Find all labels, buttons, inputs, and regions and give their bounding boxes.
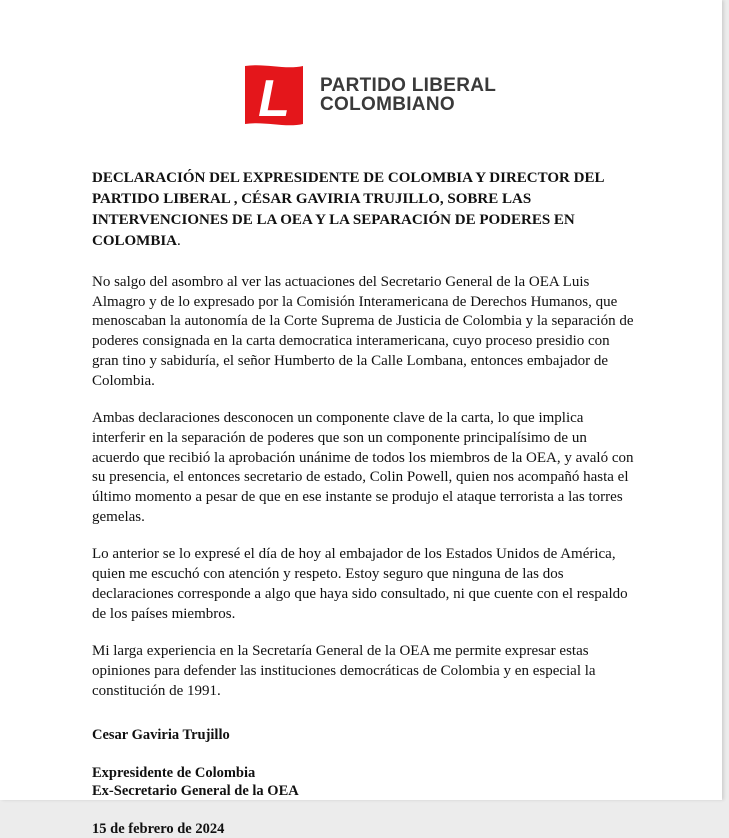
logo-text	[320, 76, 496, 114]
signature-role-2: Ex-Secretario General de la OEA	[92, 783, 299, 800]
flag-letter: L	[258, 70, 290, 126]
paragraph-3: Lo anterior se lo expresé el día de hoy al embajador de los Estados Unidos de América, quien me escuchó con atención y respeto. Estoy seguro que ninguna de las dos declaraciones corresponde a algo que haya sido consultado, ni que cuente con el respaldo de los países miembros.	[92, 546, 628, 622]
party-logo	[243, 64, 496, 126]
signature-date: 15 de febrero de 2024	[92, 821, 225, 838]
logo-line-2: COLOMBIANO	[320, 94, 455, 115]
flag-l-icon	[243, 64, 305, 126]
title-tail: .	[177, 233, 181, 249]
logo-line-1: PARTIDO LIBERAL	[320, 75, 497, 96]
paragraph-1: No salgo del asombro al ver las actuaciones del Secretario General de la OEA Luis Almagro y de lo expresado por la Comisión Interamericana de Derechos Humanos, que menoscaban la autonomía de la Corte Suprema de Justicia de Colombia y la separación de poderes consignada en la carta democratica interamericana, cuyo proceso presidio con gran tino y sabiduría, el señor Humberto de la Calle Lombana, entonces embajador de Colombia.	[92, 274, 634, 389]
signature-name: Cesar Gaviria Trujillo	[92, 727, 230, 744]
paragraph-2: Ambas declaraciones desconocen un componente clave de la carta, lo que implica interferir en la separación de poderes que son un componente principalísimo de un acuerdo que recibió la aprobación unánime de todos los miembros de la OEA, y avaló con su presencia, el entonces secretario de estado, Colin Powell, quien nos acompañó hasta el último momento a pesar de que en ese instante se produjo el ataque terrorista a las torres gemelas.	[92, 410, 634, 525]
document-body	[92, 168, 637, 838]
paragraph-4: Mi larga experiencia en la Secretaría General de la OEA me permite expresar estas opiniones para defender las instituciones democráticas de Colombia y en especial la constitución de 1991.	[92, 643, 596, 699]
signature-role-1: Expresidente de Colombia	[92, 765, 256, 782]
declaration-title	[92, 168, 637, 252]
title-text: DECLARACIÓN DEL EXPRESIDENTE DE COLOMBIA Y DIRECTOR DEL PARTIDO LIBERAL , CÉSAR GAVIRIA TRUJILLO, SOBRE LAS INTERVENCIONES DE LA OEA Y LA SEPARACIÓN DE PODERES EN COLOMBIA	[92, 170, 604, 249]
